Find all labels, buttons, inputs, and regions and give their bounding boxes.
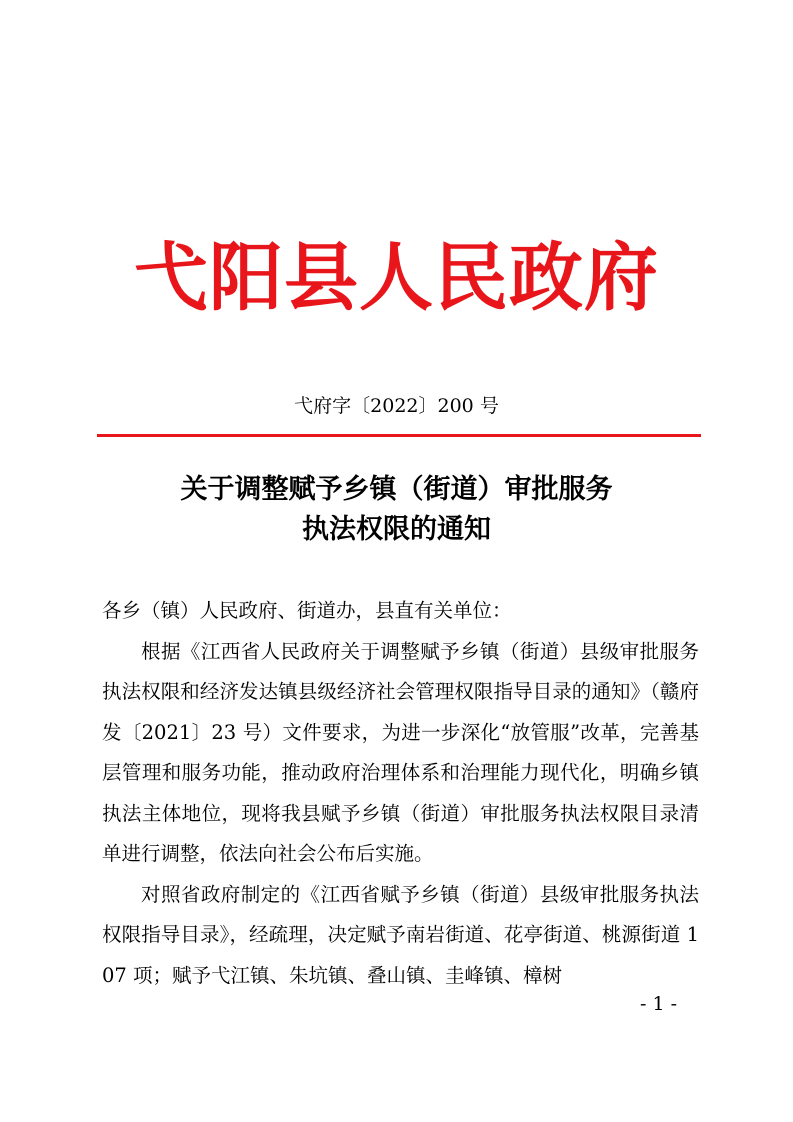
document-number: 弋府字〔2022〕200 号 <box>294 395 499 417</box>
body-paragraph-1: 根据《江西省人民政府关于调整赋予乡镇（街道）县级审批服务执法权限和经济发达镇县级经济社会管理权限指导目录的通知》（赣府发〔2021〕23 号）文件要求，为进一步深化“放管服”改革，完善基层管理和服务功能，推动政府治理体系和治理能力现代化，明确乡镇执法主体地位，现将我县赋予乡镇（街道）审批服务执法权限目录清单进行调整，依法向社会公布后实施。 <box>102 639 699 865</box>
document-title-line-2: 执法权限的通知 <box>302 514 491 545</box>
page-number: - 1 - <box>639 993 677 1015</box>
red-divider-line <box>97 434 701 437</box>
body-paragraph-2: 对照省政府制定的《江西省赋予乡镇（街道）县级审批服务执法权限指导目录》，经疏理，决定赋予南岩街道、花亭街道、桃源街道 107 项；赋予弋江镇、朱坑镇、叠山镇、圭峰镇、樟树 <box>102 882 699 987</box>
salutation: 各乡（镇）人民政府、街道办，县直有关单位： <box>102 599 512 622</box>
document-title-line-1: 关于调整赋予乡镇（街道）审批服务 <box>180 474 613 505</box>
issuer-header: 弋阳县人民政府 <box>134 235 659 321</box>
document-body <box>102 591 699 996</box>
document-title <box>0 470 793 550</box>
